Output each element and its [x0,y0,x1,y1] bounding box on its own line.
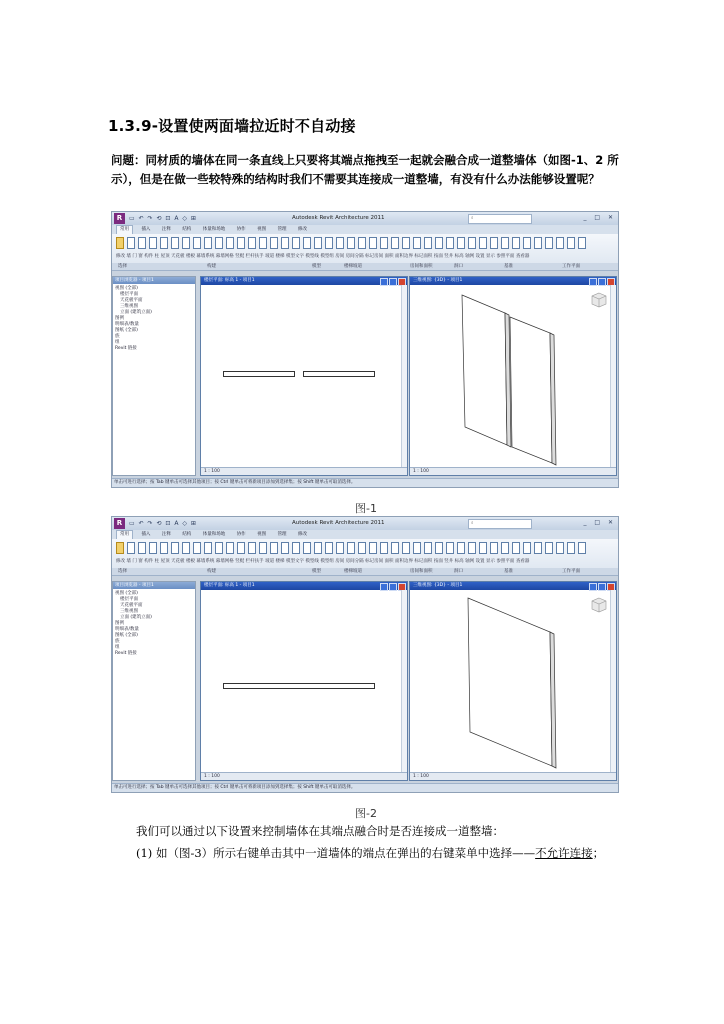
tree-item[interactable]: 组 [115,340,120,345]
search-input[interactable]: ⌕ [468,214,532,224]
group-select: 选择 [118,569,127,574]
tree-item[interactable]: 图例 [115,621,124,626]
3d-walls-drawing [410,285,610,468]
tab-modify[interactable]: 修改 [298,532,307,537]
section-heading: 1.3.9-设置使两面墙拉近时不自动接 [108,117,356,135]
tab-home[interactable]: 常用 [116,530,133,539]
view-title-text: 三维视图: {3D} - 项目1 [413,278,463,283]
window-controls[interactable]: _ □ ✕ [583,214,616,221]
project-browser[interactable] [112,276,196,476]
tab-view[interactable]: 视图 [257,532,267,537]
group-opening: 洞口 [454,264,463,269]
vertical-scrollbar[interactable] [610,285,616,468]
quick-access-toolbar[interactable]: ▭ ↶ ↷ ⟲ ⊡ A ◇ ⊞ [129,215,197,222]
tab-collaborate[interactable]: 协作 [236,227,246,232]
tree-item[interactable]: 天花板平面 [120,298,143,303]
project-browser-title: 项目浏览器 - 项目1 [113,582,195,589]
floor-plan-view[interactable] [200,276,408,476]
group-datum: 基准 [504,264,513,269]
group-build: 构建 [207,264,216,269]
tree-item[interactable]: 族 [115,334,120,339]
vertical-scrollbar[interactable] [401,590,407,773]
window-controls[interactable]: _ □ ✕ [583,519,616,526]
3d-view[interactable] [409,581,617,781]
revit-logo-icon[interactable]: R [114,518,125,529]
tab-collaborate[interactable]: 协作 [236,532,246,537]
figure-1-caption: 图-1 [355,502,377,515]
wall-segment-b[interactable] [303,371,375,377]
step-1-text: (1) 如（图-3）所示右键单击其中一道墙体的端点在弹出的右键菜单中选择—— [136,846,536,860]
project-browser[interactable] [112,581,196,781]
view-title-text: 三维视图: {3D} - 项目1 [413,583,463,588]
tree-item[interactable]: 立面 (建筑立面) [120,615,152,620]
tab-massing[interactable]: 体量和场地 [202,227,226,232]
group-stairs: 楼梯坡道 [344,264,362,269]
3d-walls-drawing [410,590,610,773]
group-workplane: 工作平面 [562,569,580,574]
group-workplane: 工作平面 [562,264,580,269]
floor-plan-title [201,277,407,285]
floor-plan-title [201,582,407,590]
app-titlebar [112,212,618,226]
ribbon-tabs [112,225,618,234]
tab-manage[interactable]: 管理 [277,227,287,232]
tree-item[interactable]: 楼层平面 [120,597,138,602]
3d-view-title [410,277,616,285]
joined-wall[interactable] [223,683,375,689]
search-input[interactable]: ⌕ [468,519,532,529]
ribbon-tabs [112,530,618,539]
tab-annotate[interactable]: 注释 [161,227,171,232]
tree-item[interactable]: Revit 链接 [115,651,137,656]
ribbon-panel [112,539,618,576]
vertical-scrollbar[interactable] [401,285,407,468]
tree-item[interactable]: 图例 [115,316,124,321]
view-control-bar[interactable]: 1 : 100 [201,772,407,780]
group-datum: 基准 [504,569,513,574]
quick-access-toolbar[interactable]: ▭ ↶ ↷ ⟲ ⊡ A ◇ ⊞ [129,520,197,527]
3d-view[interactable] [409,276,617,476]
status-bar: 单击可进行选择；按 Tab 键单击可选择其他项目；按 Ctrl 键单击可将新项目添加到选择集；按 Shift 键单击可取消选择。 [112,478,619,487]
tree-item[interactable]: 视图 (全部) [115,591,138,596]
tree-item[interactable]: 明细表/数量 [115,322,140,327]
tree-item[interactable]: 天花板平面 [120,603,143,608]
tree-item[interactable]: 立面 (建筑立面) [120,310,152,315]
tab-modify[interactable]: 修改 [298,227,307,232]
tab-massing[interactable]: 体量和场地 [202,532,226,537]
ribbon-tool-icons[interactable] [116,237,614,252]
project-browser-title: 项目浏览器 - 项目1 [113,277,195,284]
step-1 [136,843,626,863]
wall-segment-a[interactable] [223,371,295,377]
app-title: Autodesk Revit Architecture 2011 [292,520,385,526]
view-control-bar[interactable]: 1 : 100 [201,467,407,475]
app-titlebar [112,517,618,531]
ribbon-tool-labels: 修改 墙 门 窗 构件 柱 屋顶 天花板 楼板 幕墙系统 幕墙网格 竖梃 栏杆扶手 坡道 楼梯 模型文字 模型线 模型组 房间 房间分隔 标记房间 面积 面积边界 标记面积 按面 竖井 标高 轴网 设置 显示 参照平面 查看器 [116,559,530,564]
group-build: 构建 [207,569,216,574]
figure-1-screenshot [111,211,619,488]
tab-insert[interactable]: 插入 [141,227,151,232]
group-model: 模型 [312,569,321,574]
status-bar: 单击可进行选择；按 Tab 键单击可选择其他项目；按 Ctrl 键单击可将新项目添加到选择集；按 Shift 键单击可取消选择。 [112,783,619,792]
view-control-bar[interactable]: 1 : 100 [410,467,616,475]
3d-view-title [410,582,616,590]
tab-annotate[interactable]: 注释 [161,532,171,537]
group-stairs: 楼梯坡道 [344,569,362,574]
tree-item[interactable]: 图纸 (全部) [115,633,138,638]
ribbon-tool-icons[interactable] [116,542,614,557]
group-opening: 洞口 [454,569,463,574]
tree-item[interactable]: 楼层平面 [120,292,138,297]
view-title-text: 楼层平面: 标高 1 - 项目1 [204,278,255,283]
tree-item[interactable]: Revit 链接 [115,346,137,351]
ribbon-panel [112,234,618,271]
app-title: Autodesk Revit Architecture 2011 [292,215,385,221]
ribbon-tool-labels: 修改 墙 门 窗 构件 柱 屋顶 天花板 楼板 幕墙系统 幕墙网格 竖梃 栏杆扶手 坡道 楼梯 模型文字 模型线 模型组 房间 房间分隔 标记房间 面积 面积边界 标记面积 按面 竖井 标高 轴网 设置 显示 参照平面 查看器 [116,254,530,259]
tree-item[interactable]: 图纸 (全部) [115,328,138,333]
project-tree[interactable] [113,284,195,354]
group-rooms: 房间和面积 [410,569,433,574]
view-title-text: 楼层平面: 标高 1 - 项目1 [204,583,255,588]
tab-view[interactable]: 视图 [257,227,267,232]
figure-2-caption: 图-2 [355,807,377,820]
tree-item[interactable]: 视图 (全部) [115,286,138,291]
question-text: 问题：同材质的墙体在同一条直线上只要将其端点拖拽至一起就会融合成一道整墙体（如图-1、2 所示），但是在做一些较特殊的结构时我们不需要其连接成一道整墙，有没有什么办法能够设置呢？ [111,153,619,186]
tab-home[interactable]: 常用 [116,225,133,234]
view-control-bar[interactable]: 1 : 100 [410,772,616,780]
tree-item[interactable]: 明细表/数量 [115,627,140,632]
tree-item[interactable]: 组 [115,645,120,650]
group-rooms: 房间和面积 [410,264,433,269]
figure-2-screenshot [111,516,619,793]
ribbon-groups [112,568,618,575]
project-tree[interactable] [113,589,195,659]
explanation-paragraph: 我们可以通过以下设置来控制墙体在其端点融合时是否连接成一道整墙： [136,824,504,838]
group-model: 模型 [312,264,321,269]
tree-item[interactable]: 三维视图 [120,609,138,614]
vertical-scrollbar[interactable] [610,590,616,773]
revit-logo-icon[interactable]: R [114,213,125,224]
tree-item[interactable]: 三维视图 [120,304,138,309]
group-select: 选择 [118,264,127,269]
tab-manage[interactable]: 管理 [277,532,287,537]
tab-structure[interactable]: 结构 [182,532,192,537]
step-1-underlined: 不允许连接 [535,846,593,860]
tree-item[interactable]: 族 [115,639,120,644]
ribbon-groups [112,263,618,270]
tab-structure[interactable]: 结构 [182,227,192,232]
tab-insert[interactable]: 插入 [141,532,151,537]
floor-plan-view[interactable] [200,581,408,781]
step-1-suffix: ； [592,846,605,860]
